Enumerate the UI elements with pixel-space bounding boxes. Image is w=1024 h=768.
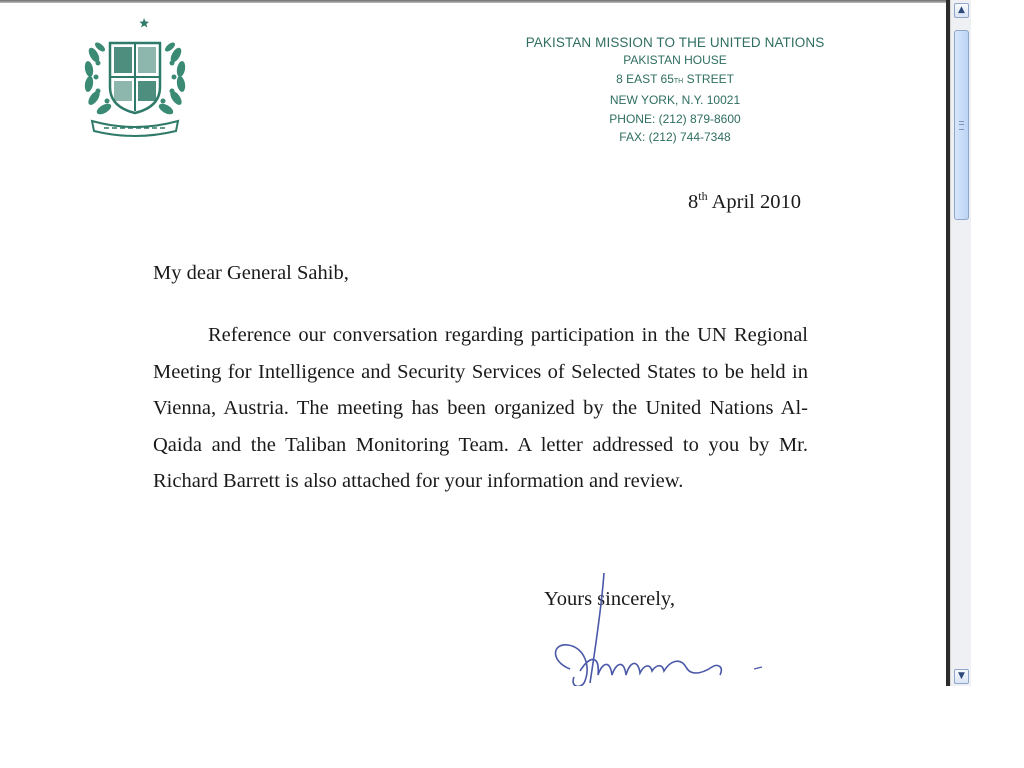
letter-body: Reference our conversation regarding participation in the UN Regional Meeting for Intelligence and Security Services of Selected States to be held in Vienna, Austria. The meeting has been organized by the United Nations Al-Qaida and the Taliban Monitoring Team. A letter addressed to you by Mr. Richard Barrett is also attached for your information and review.: [153, 324, 808, 493]
letter-date: [688, 189, 801, 214]
date-month-year: April 2010: [707, 191, 801, 213]
scroll-up-button[interactable]: ▲: [954, 3, 969, 18]
phone-line: PHONE: (212) 879-8600: [609, 111, 741, 126]
scrollbar-thumb[interactable]: [954, 30, 969, 220]
letterhead: [500, 34, 850, 147]
street-address: [500, 70, 850, 92]
street-name: STREET: [683, 71, 734, 86]
street-ordinal-suffix: TH: [673, 77, 684, 85]
street-number: 8 EAST 65: [616, 71, 674, 86]
date-day: 8: [688, 191, 699, 213]
grip-icon: [959, 121, 964, 130]
letter-page: [0, 3, 946, 686]
state-emblem-icon: [80, 13, 190, 139]
vertical-scrollbar[interactable]: [950, 0, 971, 686]
handwritten-signature: [540, 571, 780, 686]
fax-line: FAX: (212) 744-7348: [619, 130, 731, 144]
city-line: NEW YORK, N.Y. 10021: [609, 93, 741, 107]
closing: Yours sincerely,: [544, 588, 675, 610]
salutation: My dear General Sahib,: [153, 262, 349, 284]
organization-name: PAKISTAN MISSION TO THE UNITED NATIONS: [525, 35, 825, 50]
date-ordinal-suffix: th: [698, 189, 708, 203]
building-name: PAKISTAN HOUSE: [623, 53, 727, 67]
scroll-down-button[interactable]: ▼: [954, 669, 969, 684]
